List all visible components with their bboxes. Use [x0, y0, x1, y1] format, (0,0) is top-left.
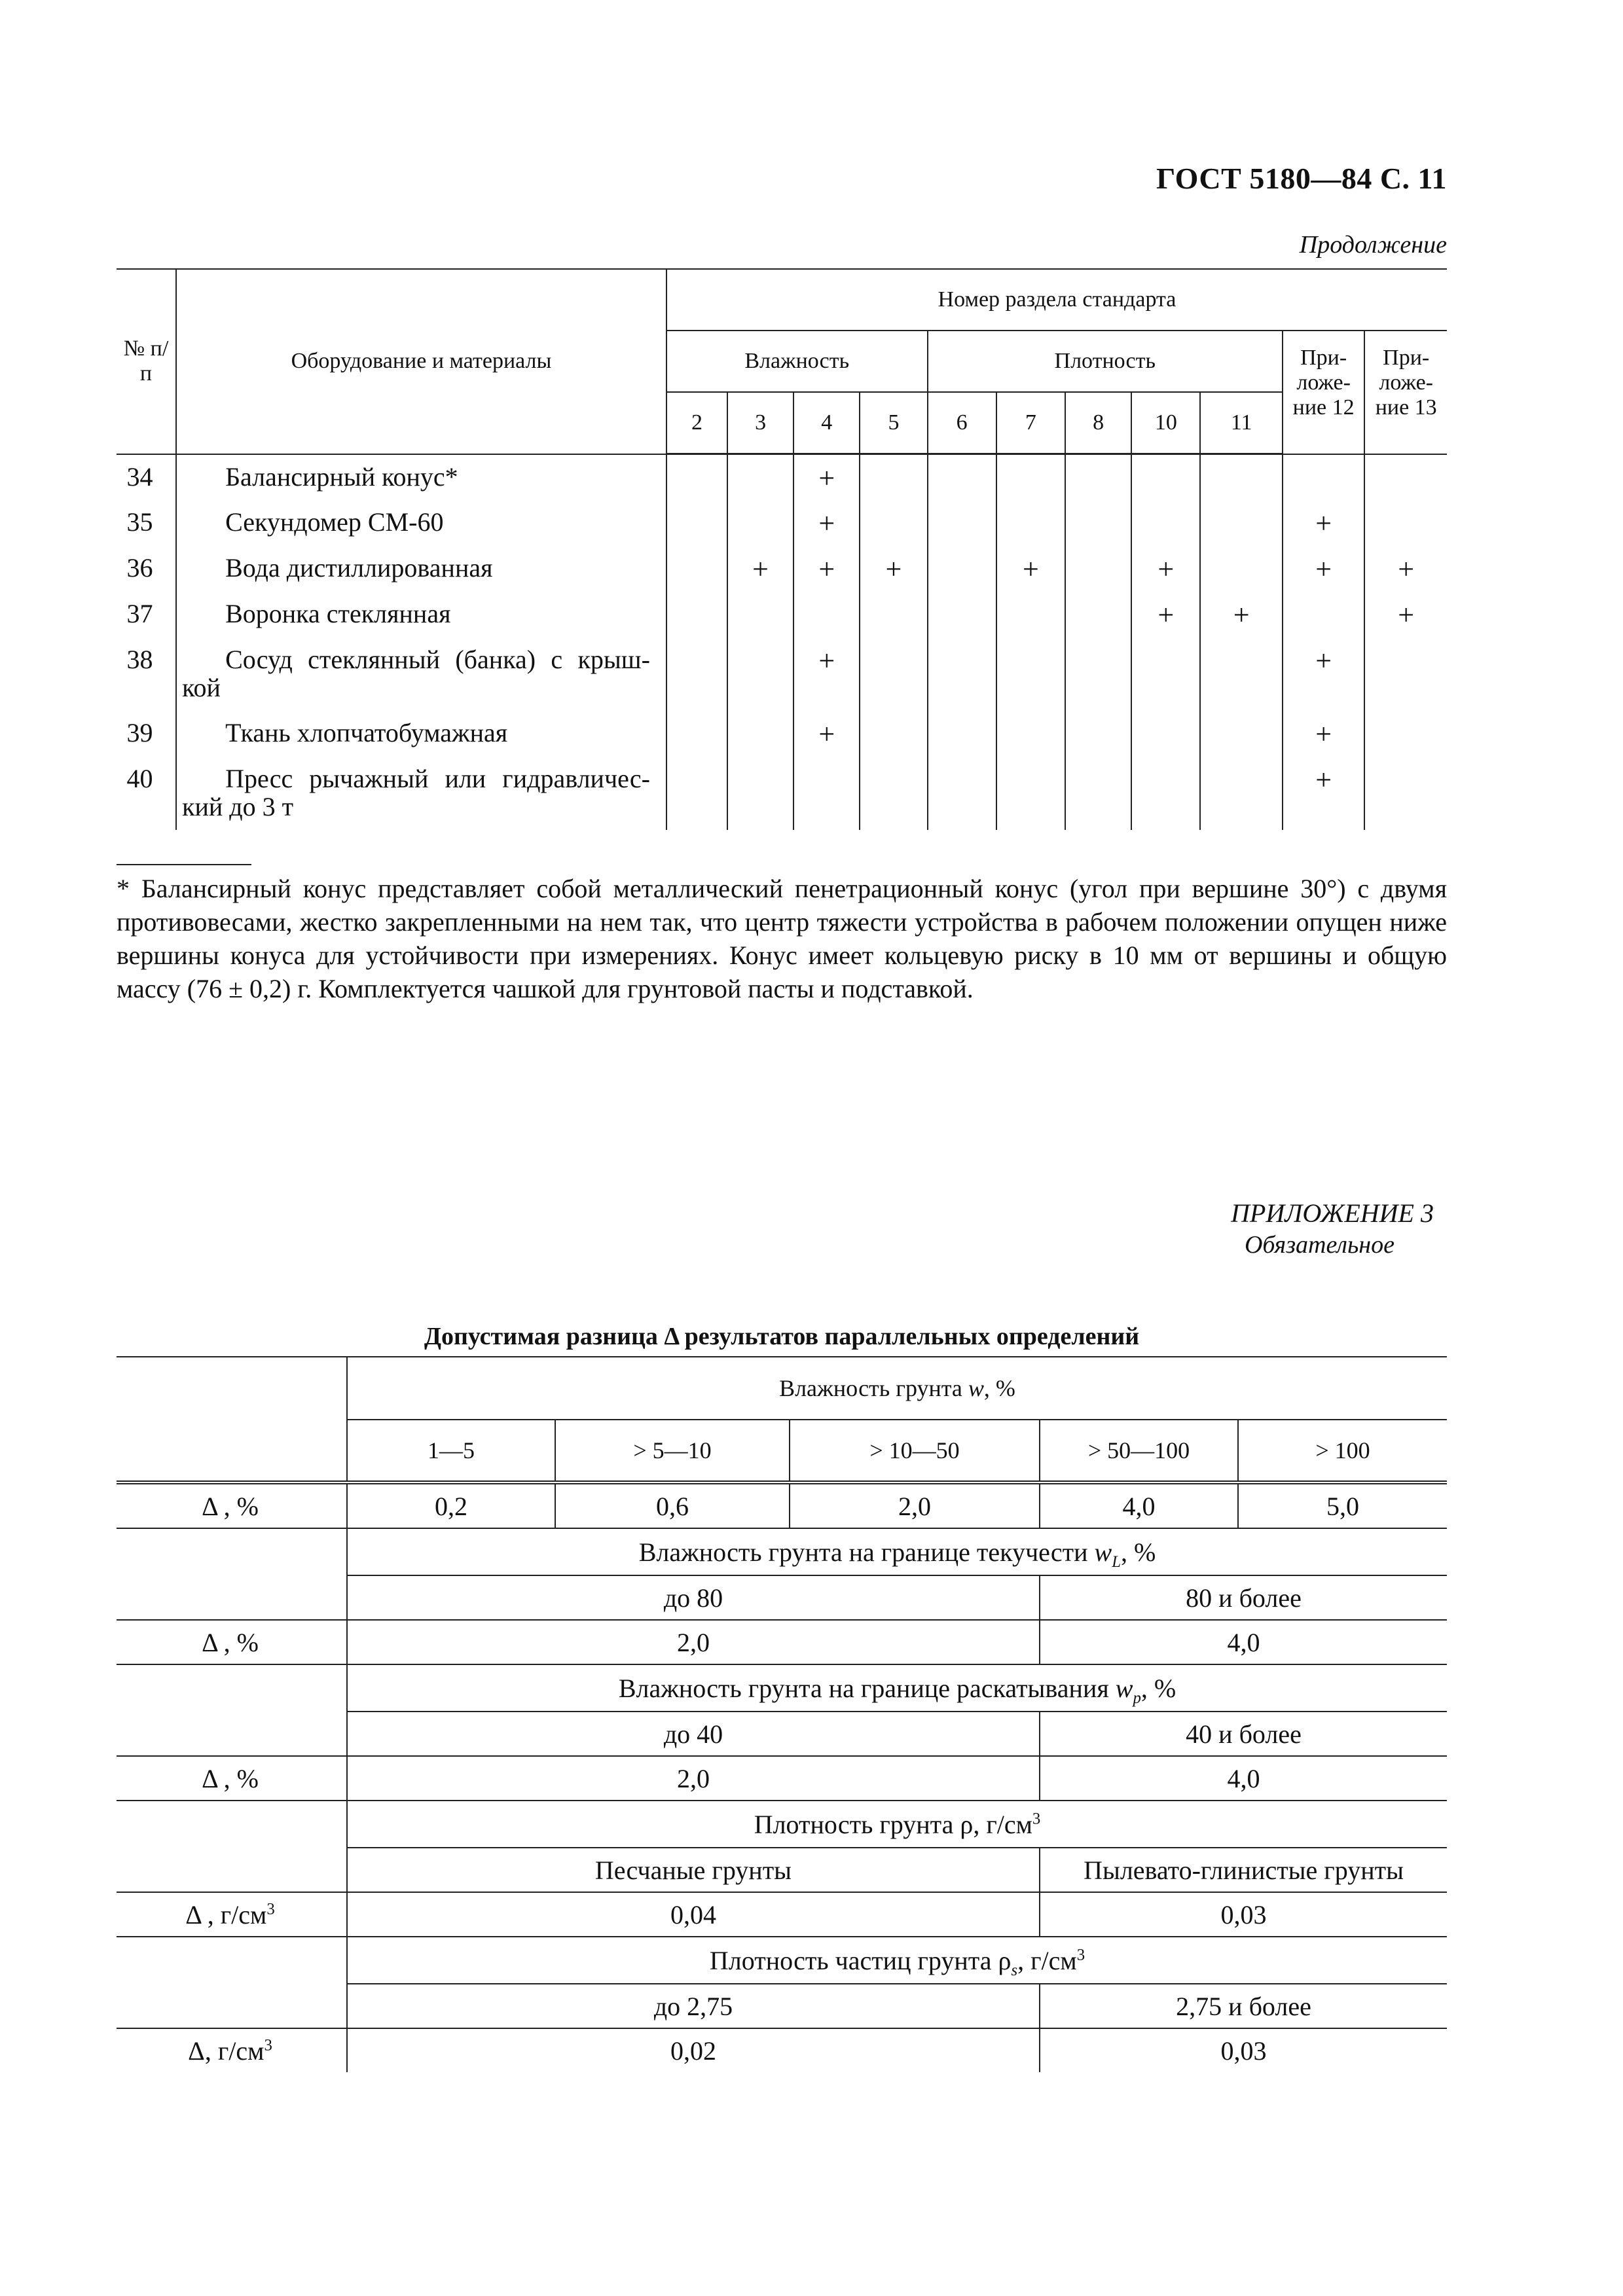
applicability-mark: + — [793, 546, 860, 592]
applicability-mark: + — [1364, 546, 1447, 592]
applicability-mark — [1131, 757, 1200, 830]
applicability-mark — [1131, 454, 1200, 500]
continuation-label: Продолжение — [1299, 231, 1447, 259]
applicability-mark: + — [860, 546, 927, 592]
applicability-mark — [1065, 711, 1131, 757]
equipment-name-text: Сосуд стеклянный (банка) с крыш- кой — [182, 644, 650, 702]
header-section: 5 — [860, 392, 927, 454]
applicability-mark — [860, 757, 927, 830]
applicability-mark: + — [996, 546, 1065, 592]
applicability-mark — [1065, 757, 1131, 830]
applicability-mark — [1065, 454, 1131, 500]
applicability-mark — [928, 757, 996, 830]
header-section: 4 — [793, 392, 860, 454]
table-row — [117, 711, 1447, 757]
equipment-name — [176, 711, 666, 757]
applicability-mark — [1200, 757, 1282, 830]
equipment-name-text: Пресс рычажный или гидравличес- кий до 3 т — [182, 763, 650, 821]
delta-label: Δ, $г/см^3$ — [117, 2028, 347, 2072]
applicability-mark — [727, 454, 793, 500]
row-number: 40 — [126, 763, 153, 793]
moisture-range: > 5—10 — [555, 1420, 790, 1482]
applicability-mark — [727, 711, 793, 757]
applicability-mark — [727, 500, 793, 546]
liquid-limit-range: 80 и более — [1040, 1575, 1447, 1620]
applicability-mark — [996, 500, 1065, 546]
applicability-mark — [1200, 711, 1282, 757]
equipment-name — [176, 546, 666, 592]
moisture-range: > 50—100 — [1040, 1420, 1238, 1482]
applicability-mark — [928, 546, 996, 592]
applicability-mark: + — [1283, 637, 1364, 711]
applicability-mark: + — [1131, 546, 1200, 592]
row-number: 35 — [126, 507, 153, 537]
applicability-mark: + — [727, 546, 793, 592]
footnote-rule — [117, 864, 251, 865]
equipment-name-text: Воронка стеклянная — [225, 598, 451, 628]
applicability-mark — [928, 592, 996, 637]
table-row — [117, 592, 1447, 637]
applicability-mark — [1065, 592, 1131, 637]
delta-value: 0,2 — [347, 1482, 555, 1528]
applicability-mark — [1065, 500, 1131, 546]
delta-label: Δ , $г/см^3$ — [117, 1892, 347, 1937]
plastic-limit-range: до 40 — [347, 1712, 1040, 1756]
delta-label: Δ , % — [117, 1756, 347, 1801]
applicability-mark — [1364, 637, 1447, 711]
equipment-name — [176, 637, 666, 711]
delta-value: 2,0 — [347, 1620, 1040, 1664]
header-moisture: Влажность — [666, 331, 928, 392]
table-row — [117, 637, 1447, 711]
table-row — [117, 500, 1447, 546]
delta-label: Δ , % — [117, 1620, 347, 1664]
delta-value: 0,03 — [1040, 1892, 1447, 1937]
header-appendix-13: При- ложе- ние 13 — [1364, 331, 1447, 454]
applicability-mark — [860, 454, 927, 500]
applicability-mark — [1131, 637, 1200, 711]
header-section: 7 — [996, 392, 1065, 454]
applicability-mark — [1364, 711, 1447, 757]
header-section: 10 — [1131, 392, 1200, 454]
applicability-mark: + — [1364, 592, 1447, 637]
plastic-limit-header: Влажность грунта на границе раскатывания $w_p$, % — [347, 1664, 1447, 1712]
applicability-mark — [928, 711, 996, 757]
soil-density-header: Плотность грунта ρ, $г/см^3$ — [347, 1801, 1447, 1848]
applicability-mark: + — [793, 500, 860, 546]
table-row — [117, 454, 1447, 500]
applicability-mark: + — [793, 711, 860, 757]
header-section-group: Номер раздела стандарта — [666, 269, 1447, 331]
applicability-mark — [666, 592, 727, 637]
applicability-mark — [1200, 500, 1282, 546]
empty-label-cell — [117, 1664, 347, 1756]
applicability-mark — [996, 454, 1065, 500]
difference-table — [117, 1356, 1447, 2072]
row-number: 38 — [126, 644, 153, 674]
particle-density-range: до 2,75 — [347, 1984, 1040, 2028]
table-row — [117, 757, 1447, 830]
equipment-name-text: Секундомер СМ-60 — [225, 507, 444, 537]
applicability-mark — [928, 637, 996, 711]
applicability-mark: + — [1283, 546, 1364, 592]
applicability-mark — [1065, 546, 1131, 592]
equipment-name — [176, 592, 666, 637]
applicability-mark: + — [1200, 592, 1282, 637]
liquid-limit-range: до 80 — [347, 1575, 1040, 1620]
header-section: 6 — [928, 392, 996, 454]
table-row — [117, 546, 1447, 592]
applicability-mark — [1131, 711, 1200, 757]
liquid-limit-header: Влажность грунта на границе текучести $w_L$, % — [347, 1528, 1447, 1575]
applicability-mark — [1364, 500, 1447, 546]
page-header: ГОСТ 5180—84 С. 11 — [1156, 162, 1447, 195]
plastic-limit-range: 40 и более — [1040, 1712, 1447, 1756]
particle-density-header: Плотность частиц грунта $\rho_s$, $г/см^3$ — [347, 1937, 1447, 1984]
applicability-mark — [860, 637, 927, 711]
applicability-mark — [666, 757, 727, 830]
equipment-name — [176, 757, 666, 830]
applicability-mark — [996, 757, 1065, 830]
moisture-range: 1—5 — [347, 1420, 555, 1482]
delta-value: 0,03 — [1040, 2028, 1447, 2072]
applicability-mark — [1200, 637, 1282, 711]
header-equipment: Оборудование и материалы — [176, 269, 666, 454]
empty-label-cell — [117, 1801, 347, 1892]
empty-label-cell — [117, 1937, 347, 2028]
applicability-mark — [666, 500, 727, 546]
equipment-name-text: Вода дистиллированная — [225, 552, 493, 583]
particle-density-range: 2,75 и более — [1040, 1984, 1447, 2028]
delta-value: 0,02 — [347, 2028, 1040, 2072]
applicability-mark: + — [1283, 500, 1364, 546]
delta-value: 0,04 — [347, 1892, 1040, 1937]
appendix-title: ПРИЛОЖЕНИЕ 3 — [1231, 1198, 1434, 1228]
row-number: 37 — [126, 598, 153, 628]
moisture-range: > 100 — [1238, 1420, 1447, 1482]
applicability-mark: + — [793, 454, 860, 500]
delta-value: 2,0 — [790, 1482, 1040, 1528]
applicability-mark — [1283, 592, 1364, 637]
applicability-mark — [860, 500, 927, 546]
header-density: Плотность — [928, 331, 1283, 392]
delta-value: 5,0 — [1238, 1482, 1447, 1528]
applicability-mark — [666, 711, 727, 757]
empty-label-cell — [117, 1528, 347, 1620]
equipment-table — [117, 268, 1447, 830]
applicability-mark — [1200, 546, 1282, 592]
row-number: 34 — [126, 461, 153, 492]
applicability-mark — [666, 454, 727, 500]
applicability-mark — [1065, 637, 1131, 711]
delta-label: Δ , % — [117, 1482, 347, 1528]
applicability-mark — [996, 711, 1065, 757]
header-section: 8 — [1065, 392, 1131, 454]
applicability-mark — [928, 454, 996, 500]
header-section: 11 — [1200, 392, 1282, 454]
applicability-mark — [727, 637, 793, 711]
delta-value: 2,0 — [347, 1756, 1040, 1801]
applicability-mark — [1283, 454, 1364, 500]
appendix-subtitle: Обязательное — [1244, 1231, 1395, 1259]
header-section: 3 — [727, 392, 793, 454]
equipment-name — [176, 500, 666, 546]
applicability-mark — [666, 546, 727, 592]
applicability-mark: + — [1283, 711, 1364, 757]
moisture-range: > 10—50 — [790, 1420, 1040, 1482]
soil-density-range: Пылевато-глинистые грунты — [1040, 1848, 1447, 1892]
applicability-mark — [996, 592, 1065, 637]
applicability-mark: + — [1131, 592, 1200, 637]
applicability-mark — [793, 592, 860, 637]
equipment-name — [176, 454, 666, 500]
applicability-mark: + — [793, 637, 860, 711]
applicability-mark — [727, 592, 793, 637]
header-appendix-12: При- ложе- ние 12 — [1283, 331, 1364, 454]
applicability-mark — [860, 711, 927, 757]
applicability-mark — [1364, 757, 1447, 830]
delta-value: 4,0 — [1040, 1756, 1447, 1801]
applicability-mark — [1364, 454, 1447, 500]
applicability-mark — [928, 500, 996, 546]
difference-table-caption: Допустимая разница Δ результатов параллельных определений — [424, 1323, 1140, 1350]
applicability-mark — [727, 757, 793, 830]
applicability-mark — [1131, 500, 1200, 546]
applicability-mark: + — [1283, 757, 1364, 830]
applicability-mark — [666, 637, 727, 711]
applicability-mark — [996, 637, 1065, 711]
empty-label-cell — [117, 1357, 347, 1482]
delta-value: 0,6 — [555, 1482, 790, 1528]
soil-density-range: Песчаные грунты — [347, 1848, 1040, 1892]
equipment-name-text: Ткань хлопчатобумажная — [225, 717, 508, 747]
row-number: 36 — [126, 552, 153, 583]
delta-value: 4,0 — [1040, 1620, 1447, 1664]
header-section: 2 — [666, 392, 727, 454]
footnote: * Балансирный конус представляет собой металлический пенетрационный конус (угол при вершине 30°) с двумя противовесами, жестко закрепленными на нем так, что центр тяжести устройства в рабочем положении опущен ниже вершины конуса для устойчивости при измерениях. Конус имеет кольцевую риску в 10 мм от вершины и общую массу (76 ± 0,2) г. Комплектуется чашкой для грунтовой пасты и подставкой. — [117, 874, 1447, 1003]
header-number: № п/п — [117, 269, 176, 454]
delta-value: 4,0 — [1040, 1482, 1238, 1528]
moisture-header: Влажность грунта w, % — [347, 1357, 1447, 1420]
applicability-mark — [793, 757, 860, 830]
equipment-name-text: Балансирный конус* — [225, 461, 458, 492]
applicability-mark — [1200, 454, 1282, 500]
row-number: 39 — [126, 717, 153, 747]
applicability-mark — [860, 592, 927, 637]
